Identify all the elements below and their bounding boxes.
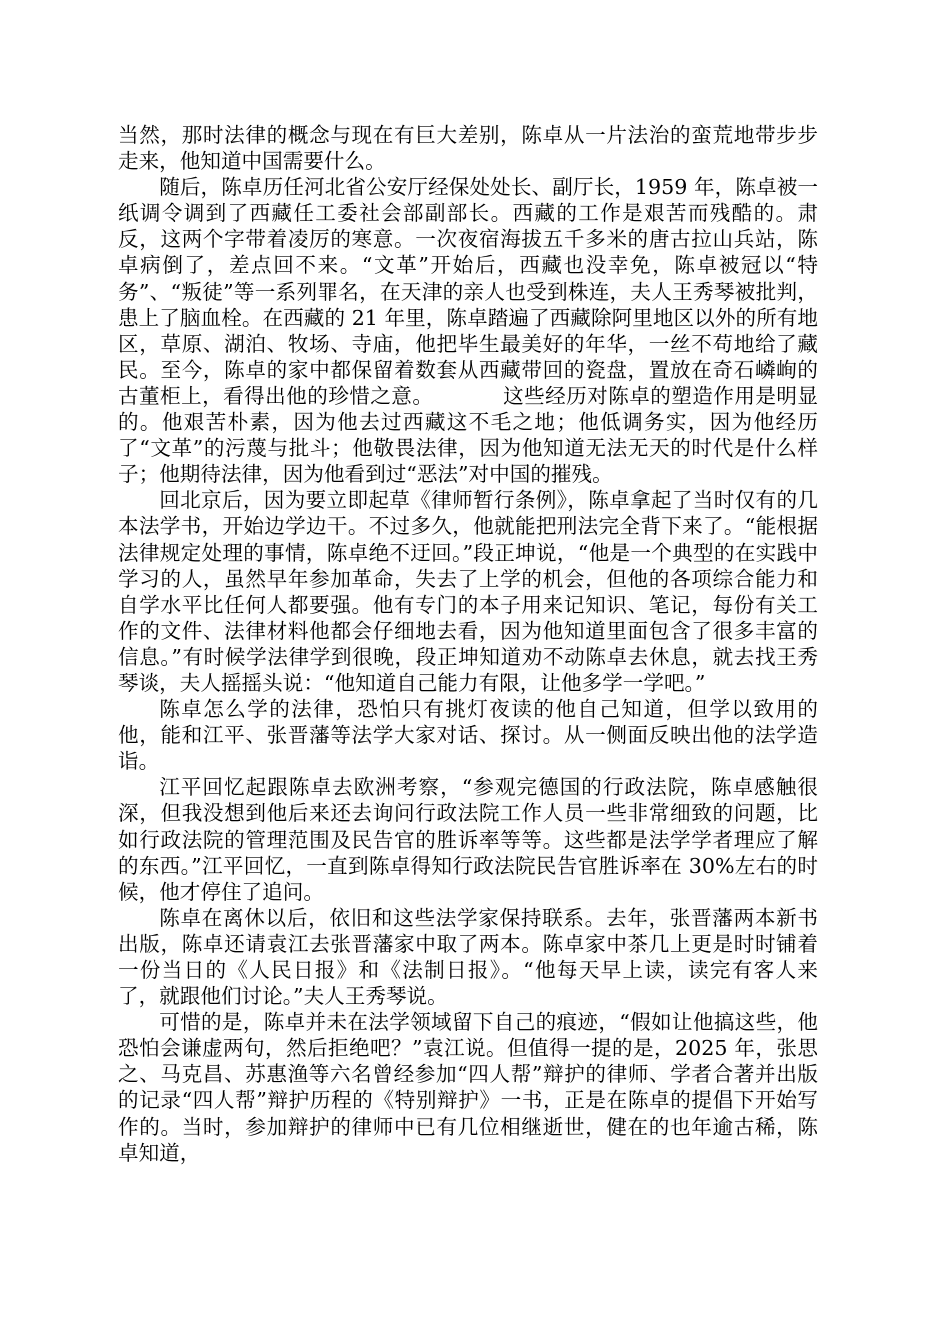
paragraph-7: 可惜的是，陈卓并未在法学领域留下自己的痕迹，“假如让他搞这些，他恐怕会谦虚两句，然后拒绝吧？”袁江说。但值得一提的是，2025 年，张思之、马克昌、苏惠渔等六名曾经参加“四人帮”辩护的律师、学者合著并出版的记录“四人帮”辩护历程的《特别辩护》一书，正是在陈卓的提倡下开始写作的。当时，参加辩护的律师中已有几位相继逝世，健在的也年逾古稀，陈卓知道，	[118, 1010, 818, 1165]
paragraph-6: 陈卓在离休以后，依旧和这些法学家保持联系。去年，张晋藩两本新书出版，陈卓还请袁江去张晋藩家中取了两本。陈卓家中茶几上更是时时铺着一份当日的《人民日报》和《法制日报》。“他每天早上读，读完有客人来了，就跟他们讨论。”夫人王秀琴说。	[118, 905, 818, 1009]
document-body	[118, 122, 818, 1166]
paragraph-2: 随后，陈卓历任河北省公安厅经保处处长、副厅长，1959 年，陈卓被一纸调令调到了西藏任工委社会部副部长。西藏的工作是艰苦而残酷的。肃反，这两个字带着凌厉的寒意。一次夜宿海拔五千多米的唐古拉山兵站，陈卓病倒了，差点回不来。“文革”开始后，西藏也没幸免，陈卓被冠以“特务”、“叛徒”等一系列罪名，在天津的亲人也受到株连，夫人王秀琴被批判，患上了脑血栓。在西藏的 21 年里，陈卓踏遍了西藏除阿里地区以外的所有地区，草原、湖泊、牧场、寺庙，他把毕生最美好的年华，一丝不苟地给了藏民。至今，陈卓的家中都保留着数套从西藏带回的瓷盘，置放在奇石嶙峋的古董柜上，看得出他的珍惜之意。 这些经历对陈卓的塑造作用是明显的。他艰苦朴素，因为他去过西藏这不毛之地；他低调务实，因为他经历了“文革”的污蔑与批斗；他敬畏法律，因为他知道无法无天的时代是什么样子；他期待法律，因为他看到过“恶法”对中国的摧残。	[118, 175, 818, 487]
paragraph-1: 当然，那时法律的概念与现在有巨大差别，陈卓从一片法治的蛮荒地带步步走来，他知道中国需要什么。	[118, 123, 818, 174]
paragraph-5: 江平回忆起跟陈卓去欧洲考察，“参观完德国的行政法院，陈卓感触很深，但我没想到他后来还去询问行政法院工作人员一些非常细致的问题，比如行政法院的管理范围及民告官的胜诉率等等。这些都是法学学者理应了解的东西。”江平回忆，一直到陈卓得知行政法院民告官胜诉率在 30%左右的时候，他才停住了追问。	[118, 775, 818, 904]
paragraph-4: 陈卓怎么学的法律，恐怕只有挑灯夜读的他自己知道，但学以致用的他，能和江平、张晋藩等法学大家对话、探讨。从一侧面反映出他的法学造诣。	[118, 697, 818, 774]
paragraph-3: 回北京后，因为要立即起草《律师暂行条例》，陈卓拿起了当时仅有的几本法学书，开始边学边干。不过多久，他就能把刑法完全背下来了。“能根据法律规定处理的事情，陈卓绝不迂回。”段正坤说，“他是一个典型的在实践中学习的人，虽然早年参加革命，失去了上学的机会，但他的各项综合能力和自学水平比任何人都要强。他有专门的本子用来记知识、笔记，每份有关工作的文件、法律材料他都会仔细地去看，因为他知道里面包含了很多丰富的信息。”有时候学法律学到很晚，段正坤知道劝不动陈卓去休息，就去找王秀琴谈，夫人摇摇头说：“他知道自己能力有限，让他多学一学吧。”	[118, 488, 818, 695]
